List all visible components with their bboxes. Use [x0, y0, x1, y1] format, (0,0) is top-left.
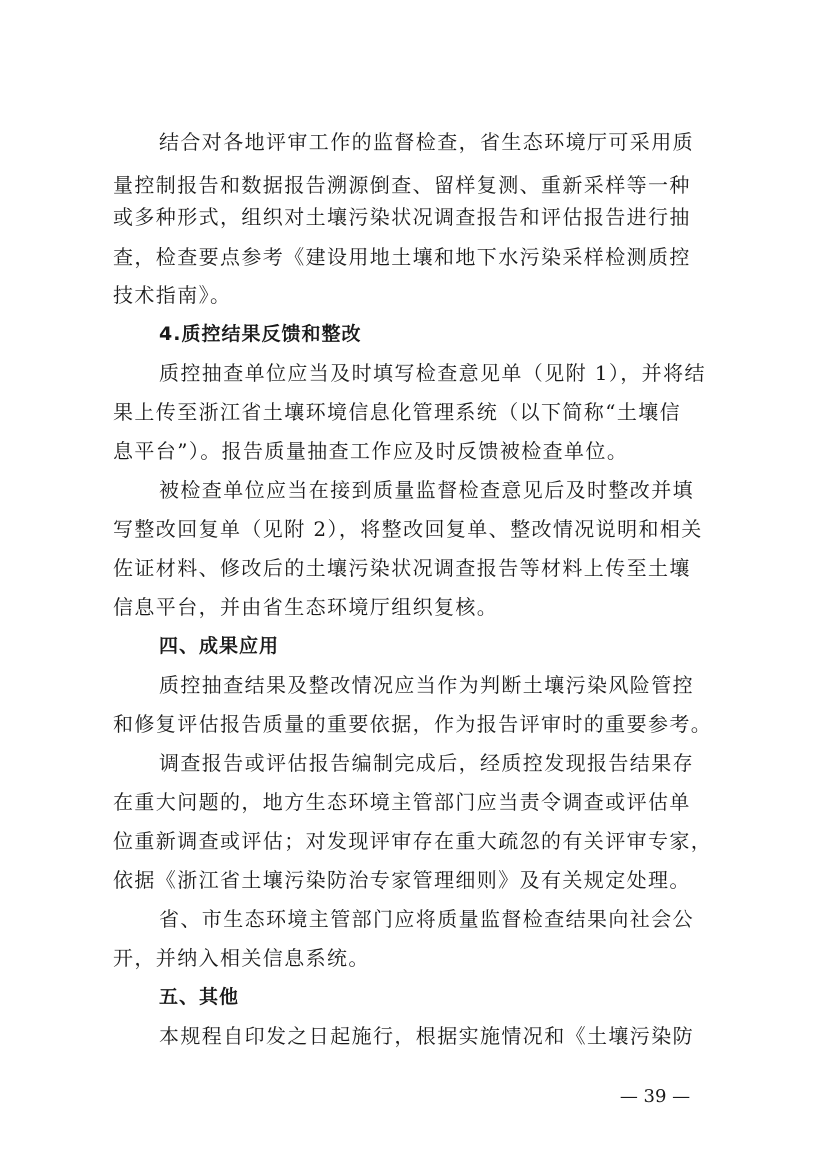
section-heading: 4.质控结果反馈和整改 — [159, 323, 362, 345]
paragraph-line: 量控制报告和数据报告溯源倒查、留样复测、重新采样等一种 — [113, 173, 691, 197]
paragraph-line: 信息平台，并由省生态环境厅组织复核。 — [113, 595, 499, 619]
paragraph-line: 技术指南》。 — [113, 283, 232, 307]
paragraph-line: 果上传至浙江省土壤环境信息化管理系统（以下简称“土壤信 — [113, 400, 682, 424]
paragraph-line: 查，检查要点参考《建设用地土壤和地下水污染采样检测质控 — [113, 245, 691, 269]
paragraph-line: 佐证材料、修改后的土壤污染状况调查报告等材料上传至土壤 — [113, 556, 691, 580]
section-heading: 五、其他 — [159, 986, 240, 1008]
paragraph-line: 和修复评估报告质量的重要依据，作为报告评审时的重要参考。 — [113, 712, 713, 736]
paragraph-line: 依据《浙江省土壤污染防治专家管理细则》及有关规定处理。 — [113, 868, 691, 892]
paragraph-line: 被检查单位应当在接到质量监督检查意见后及时整改并填 — [159, 478, 694, 502]
paragraph-line: 开，并纳入相关信息系统。 — [113, 946, 370, 970]
paragraph-line: 写整改回复单（见附 2），将整改回复单、整改情况说明和相关 — [113, 517, 703, 541]
paragraph-line: 位重新调查或评估；对发现评审存在重大疏忽的有关评审专家， — [113, 829, 713, 853]
section-heading: 四、成果应用 — [159, 635, 280, 657]
paragraph-line: 省、市生态环境主管部门应将质量监督检查结果向社会公 — [159, 907, 694, 931]
paragraph-line: 质控抽查结果及整改情况应当作为判断土壤污染风险管控 — [159, 673, 694, 697]
page-number: — 39 — — [619, 1086, 691, 1107]
paragraph-line: 调查报告或评估报告编制完成后，经质控发现报告结果存 — [159, 751, 694, 775]
paragraph-line: 或多种形式，组织对土壤污染状况调查报告和评估报告进行抽 — [113, 205, 691, 229]
paragraph-line: 息平台”）。报告质量抽查工作应及时反馈被检查单位。 — [113, 439, 629, 463]
paragraph-line: 结合对各地评审工作的监督检查，省生态环境厅可采用质 — [159, 130, 694, 154]
paragraph-line: 在重大问题的，地方生态环境主管部门应当责令调查或评估单 — [113, 790, 691, 814]
paragraph-line: 本规程自印发之日起施行，根据实施情况和《土壤污染防 — [159, 1024, 694, 1048]
paragraph-line: 质控抽查单位应当及时填写检查意见单（见附 1），并将结 — [159, 361, 706, 385]
